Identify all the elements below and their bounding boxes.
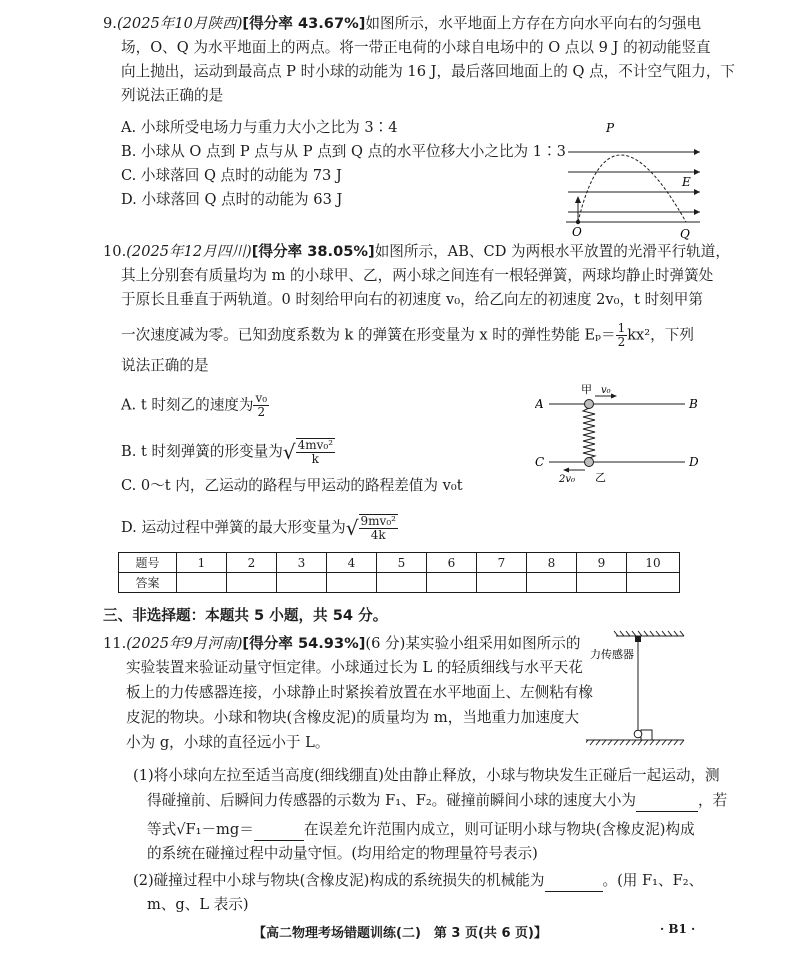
q10-line-3: 于原长且垂直于两轨道。0 时刻给甲向右的初速度 v₀，给乙向左的初速度 2v₀，t 时刻甲第 (121, 291, 703, 308)
q9-option-a: A. 小球所受电场力与重力大小之比为 3∶4 (121, 119, 398, 136)
q9-score-rate: [得分率 43.67%] (242, 15, 366, 32)
answer-cell[interactable] (177, 573, 227, 593)
q10-line-5: 说法正确的是 (121, 357, 209, 374)
q9-line-1: 9.(2025年10月陕西)[得分率 43.67%]如图所示，水平地面上方存在方向水平向右的匀强电 (103, 15, 702, 32)
q9-option-c: C. 小球落回 Q 点时的动能为 73 J (121, 167, 342, 184)
q11-line-1: 11.(2025年9月河南)[得分率 54.93%](6 分)某实验小组采用如图所示的 (103, 635, 581, 652)
label-force-sensor: 力传感器 (590, 648, 634, 661)
q9-line-3: 向上抛出，运动到最高点 P 时小球的动能为 16 J，最后落回地面上的 Q 点，不计空气阻力，下 (121, 63, 736, 80)
q9-line-4: 列说法正确的是 (121, 87, 224, 104)
answer-cell[interactable] (477, 573, 527, 593)
answer-blank-energy[interactable] (545, 871, 603, 892)
answer-cell[interactable] (327, 573, 377, 593)
q11-line-5: 小为 g，小球的直径远小于 L。 (126, 734, 330, 751)
q10-source: (2025年12月四川) (126, 243, 252, 260)
answer-cell[interactable] (377, 573, 427, 593)
block-with-putty (641, 730, 652, 740)
label-v0: v₀ (601, 385, 611, 396)
sqrt-9mv0sq-over-4k: $\frac{\text{9mv₀²}}{4k}$ (360, 514, 396, 542)
q10-line-2: 其上分别套有质量均为 m 的小球甲、乙，两小球之间连有一根轻弹簧，两球均静止时弹簧处 (121, 267, 714, 284)
force-sensor (635, 636, 641, 642)
q10-line-4: 一次速度减为零。已知劲度系数为 k 的弹簧在形变量为 x 时的弹性势能 Eₚ＝ $\frac{1}{2}$ kx²，下列 (121, 321, 694, 349)
label-b: B (689, 397, 698, 411)
table-header-label: 题号 (119, 553, 177, 573)
q11-part1-line-2: 得碰撞前、后瞬间力传感器的示数为 F₁、F₂。碰撞前瞬间小球的速度大小为 ，若 (147, 791, 727, 812)
q11-part2-line-1: (2)碰撞过程中小球与物块(含橡皮泥)构成的系统损失的机械能为 。(用 F₁、F₂、 (133, 871, 703, 892)
label-q: Q (680, 227, 690, 240)
fraction-half: $\frac{1}{2}$ (617, 321, 626, 349)
label-a: A (535, 397, 544, 411)
q10-option-b: B. t 时刻弹簧的形变量为√ $\frac{\text{4mv₀²}}{k}$ (121, 438, 334, 466)
q11-line-2: 实验装置来验证动量守恒定律。小球通过长为 L 的轻质细线与水平天花 (126, 659, 583, 676)
q11-part1-line-3: 等式√F₁－mg＝ 在误差允许范围内成立，则可证明小球与物块(含橡皮泥)构成 (147, 820, 695, 841)
fraction-v0-over-2: $\frac{\text{v₀}}{2}$ (255, 391, 268, 419)
q11-line-3: 板上的力传感器连接，小球静止时紧挨着放置在水平地面上、左侧粘有橡 (126, 684, 594, 701)
label-jia: 甲 (581, 384, 592, 396)
q10-option-d: D. 运动过程中弹簧的最大形变量为√ $\frac{\text{9mv₀²}}{4k}$ (121, 514, 396, 542)
table-answer-label: 答案 (119, 573, 177, 593)
answer-blank-equation[interactable] (254, 820, 304, 841)
label-yi: 乙 (595, 471, 606, 484)
page-footer: 【高二物理考场错题训练(二) 第 3 页(共 6 页)】 (253, 926, 547, 941)
q10-figure (535, 384, 705, 484)
answer-cell[interactable] (627, 573, 680, 593)
answer-blank-velocity[interactable] (636, 791, 698, 812)
label-d: D (689, 455, 699, 469)
page-code: · B1 · (660, 922, 696, 936)
q10-option-c: C. 0～t 内，乙运动的路程与甲运动的路程差值为 v₀t (121, 477, 463, 494)
answer-cell[interactable] (527, 573, 577, 593)
q10-number: 10. (103, 243, 127, 260)
q11-number: 11. (103, 635, 127, 652)
q11-part1-line-1: (1)将小球向左拉至适当高度(细线绷直)处由静止释放，小球与物块发生正碰后一起运动，测 (133, 767, 720, 784)
ball-jia (585, 400, 594, 409)
q10-option-a: A. t 时刻乙的速度为 $\frac{\text{v₀}}{2}$ (121, 391, 268, 419)
sqrt-4mv0sq-over-k: $\frac{\text{4mv₀²}}{k}$ (297, 438, 334, 466)
label-e: E (682, 175, 691, 189)
section-heading: 三、非选择题：本题共 5 小题，共 54 分。 (103, 607, 388, 624)
q9-line-2: 场，O、Q 为水平地面上的两点。将一带正电荷的小球自电场中的 O 点以 9 J 的初动能竖直 (121, 39, 711, 56)
label-c: C (535, 455, 545, 469)
q11-part2-line-2: m、g、L 表示) (147, 896, 249, 913)
label-o: O (572, 225, 582, 239)
answer-cell[interactable] (277, 573, 327, 593)
q10-score-rate: [得分率 38.05%] (251, 243, 375, 260)
pendulum-ball (634, 730, 642, 738)
answer-cell[interactable] (577, 573, 627, 593)
q9-number: 9. (103, 15, 117, 32)
q11-figure (586, 630, 686, 750)
q9-option-b: B. 小球从 O 点到 P 点与从 P 点到 Q 点的水平位移大小之比为 1∶3 (121, 143, 566, 160)
q11-source: (2025年9月河南) (126, 635, 243, 652)
answer-cell[interactable] (227, 573, 277, 593)
ball-yi (585, 458, 594, 467)
spring (583, 408, 595, 458)
label-p: P (606, 121, 615, 135)
q11-line-4: 皮泥的物块。小球和物块(含橡皮泥)的质量均为 m，当地重力加速度大 (126, 709, 580, 726)
q11-part1-line-4: 的系统在碰撞过程中动量守恒。(均用给定的物理量符号表示) (147, 845, 538, 862)
answer-cell[interactable] (427, 573, 477, 593)
q11-points: (6 分) (365, 635, 406, 652)
answer-table-row-answers (119, 573, 680, 593)
q10-line-1: 10.(2025年12月四川)[得分率 38.05%]如图所示，AB、CD 为两根水平放置的光滑平行轨道， (103, 243, 730, 260)
ball-o (576, 220, 580, 224)
answer-table (118, 552, 680, 593)
q9-source: (2025年10月陕西) (116, 15, 243, 32)
q9-figure (558, 118, 708, 240)
label-2v0: 2v₀ (559, 474, 576, 484)
q11-score-rate: [得分率 54.93%] (242, 635, 366, 652)
q9-option-d: D. 小球落回 Q 点时的动能为 63 J (121, 191, 343, 208)
answer-table-row-numbers: 题号 1 2 3 4 5 6 7 8 9 10 (119, 553, 680, 573)
